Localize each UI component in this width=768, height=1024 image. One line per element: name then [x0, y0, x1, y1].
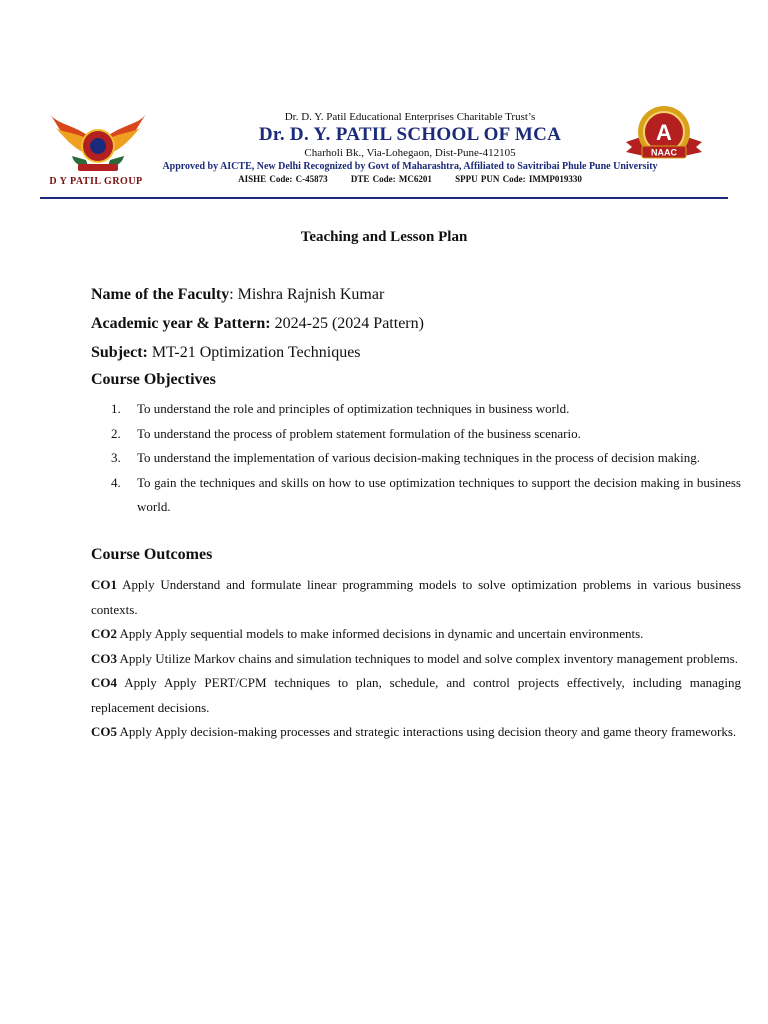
subject-label: Subject:	[91, 344, 148, 361]
objectives-list	[111, 397, 741, 520]
aishe-code: AISHE Code: C-45873	[238, 174, 328, 184]
academic-value: 2024-25 (2024 Pattern)	[270, 315, 424, 332]
page-title: Teaching and Lesson Plan	[300, 229, 468, 245]
list-item: CO4 Apply Apply PERT/CPM techniques to plan, schedule, and control projects effectively, including managing replacement decisions.	[91, 675, 741, 715]
sppu-code: SPPU PUN Code: IMMP019330	[455, 174, 582, 184]
list-item: CO1 Apply Understand and formulate linear programming models to solve optimization problems in various business contexts.	[91, 577, 741, 617]
faculty-value: : Mishra Rajnish Kumar	[229, 286, 385, 303]
faculty-label: Name of the Faculty	[91, 286, 230, 303]
list-item: CO2 Apply Apply sequential models to make informed decisions in dynamic and uncertain environments.	[91, 626, 644, 641]
list-item: 1. To understand the role and principles of optimization techniques in business world.	[111, 401, 570, 416]
header-divider	[40, 197, 728, 199]
list-item: 3. To understand the implementation of various decision-making techniques in the process of decision making.	[111, 450, 701, 465]
trust-name: Dr. D. Y. Patil Educational Enterprises Charitable Trust’s	[284, 111, 536, 123]
naac-grade: A	[656, 120, 672, 145]
list-item: CO5 Apply Apply decision-making processes and strategic interactions using decision theory and game theory frameworks.	[91, 724, 737, 739]
letterhead	[40, 100, 728, 200]
academic-field	[91, 314, 424, 334]
school-name: Dr. D. Y. PATIL SCHOOL OF MCA	[258, 124, 562, 145]
approval-line: Approved by AICTE, New Delhi Recognized by Govt of Maharashtra, Affiliated to Savitribai Phule Pune University	[162, 161, 658, 172]
list-item: 2. To understand the process of problem statement formulation of the business scenario.	[111, 425, 581, 441]
winged-crest-icon	[48, 104, 148, 180]
naac-label: NAAC	[651, 147, 677, 158]
outcomes-list	[91, 573, 741, 745]
institution-block	[140, 110, 680, 186]
subject-value: MT-21 Optimization Techniques	[147, 344, 361, 361]
dte-code: DTE Code: MC6201	[350, 174, 432, 184]
objectives-heading: Course Objectives	[91, 371, 216, 388]
naac-badge	[618, 102, 710, 172]
faculty-field	[91, 285, 384, 305]
group-name: D Y PATIL GROUP	[49, 176, 143, 187]
school-address: Charholi Bk., Via-Lohegaon, Dist-Pune-412105	[304, 147, 516, 159]
subject-field	[91, 343, 361, 363]
institution-codes	[140, 173, 680, 186]
outcomes-heading: Course Outcomes	[91, 546, 213, 563]
naac-seal-icon	[618, 102, 710, 172]
list-item: CO3 Apply Utilize Markov chains and simulation techniques to model and solve complex inventory management problems.	[91, 650, 738, 666]
list-item: 4. To gain the techniques and skills on how to use optimization techniques to support the decision making in business world.	[111, 474, 741, 514]
academic-label: Academic year & Pattern:	[91, 315, 271, 332]
